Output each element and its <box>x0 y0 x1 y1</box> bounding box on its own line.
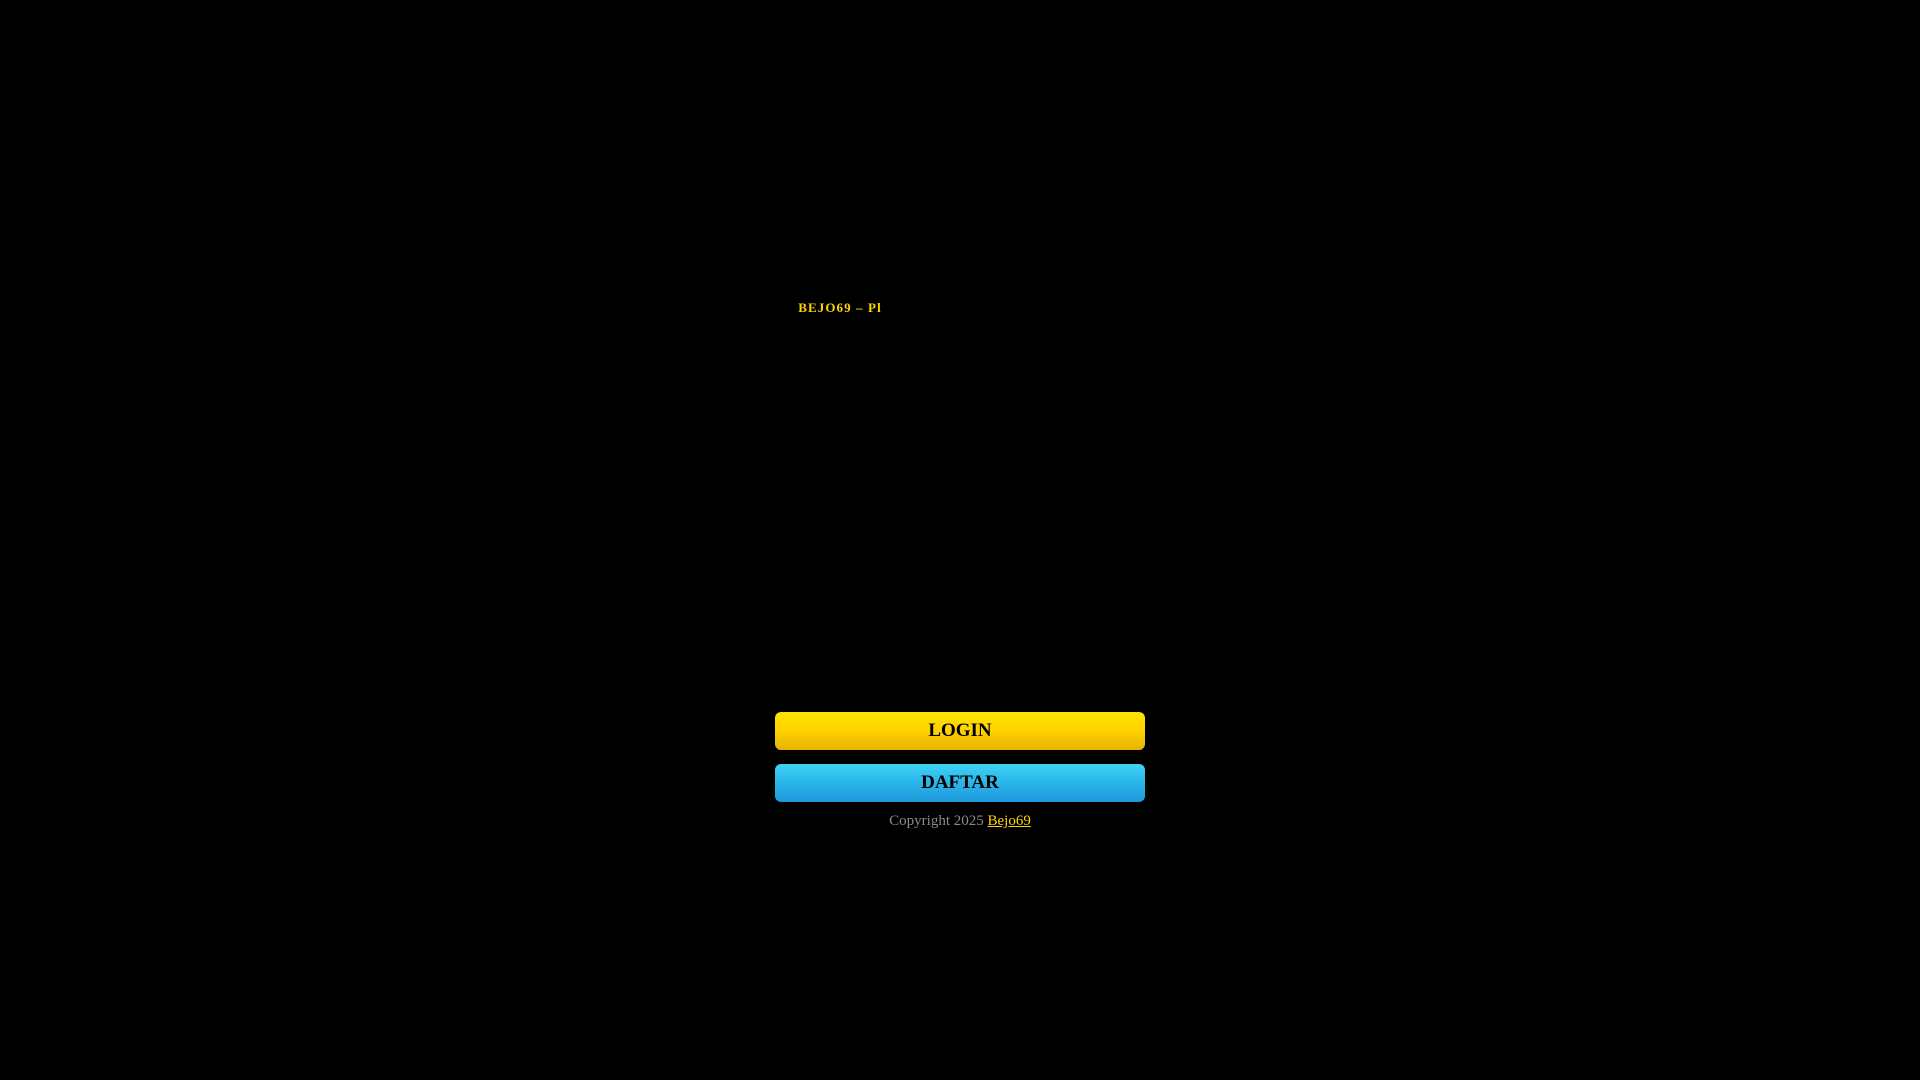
daftar-button[interactable]: DAFTAR <box>775 764 1145 802</box>
action-area <box>775 712 1145 830</box>
copyright-text: Copyright 2025 <box>889 813 984 829</box>
page-title-text: BEJO69 – Pl <box>798 300 882 315</box>
brand-link[interactable]: Bejo69 <box>987 813 1031 829</box>
copyright <box>775 813 1145 830</box>
page-title <box>0 300 1920 316</box>
login-button[interactable]: LOGIN <box>775 712 1145 750</box>
